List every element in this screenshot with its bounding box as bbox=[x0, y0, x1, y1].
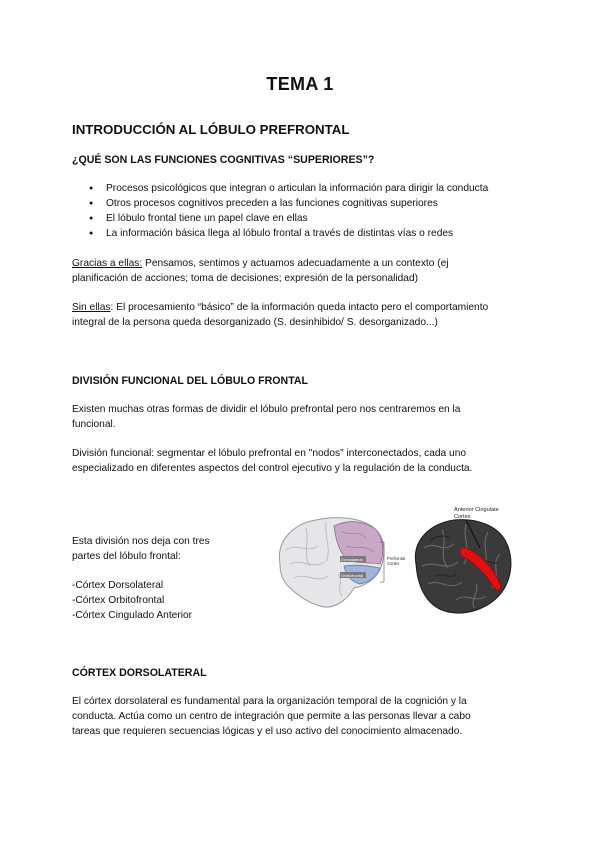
parts-intro bbox=[72, 534, 262, 564]
orbitofrontal-label: Orbitofrontal bbox=[341, 572, 364, 578]
gracias-label: Gracias a ellas: bbox=[72, 258, 143, 269]
division-p1-line-1: Existen muchas otras formas de dividir el lóbulo prefrontal pero nos centraremos en la bbox=[72, 404, 461, 415]
prefrontal-label-2: Cortex bbox=[387, 561, 400, 566]
bullet-list bbox=[72, 181, 488, 241]
list-item: -Córtex Dorsolateral bbox=[72, 580, 164, 591]
list-item: ● El lóbulo frontal tiene un papel clave en ellas bbox=[72, 211, 488, 226]
section-heading-division: DIVISIÓN FUNCIONAL DEL LÓBULO FRONTAL bbox=[72, 375, 308, 387]
list-item: ● Procesos psicológicos que integran o articulan la información para dirigir la conducta bbox=[72, 181, 488, 196]
list-item: -Córtex Cingulado Anterior bbox=[72, 610, 193, 621]
section-heading-intro: INTRODUCCIÓN AL LÓBULO PREFRONTAL bbox=[72, 122, 350, 137]
division-paragraph-2 bbox=[72, 446, 532, 476]
list-item: ● La información básica llega al lóbulo frontal a través de distintas vías o redes bbox=[72, 226, 488, 241]
dorsolateral-line-2: conducta. Actúa como un centro de integración que permite a las personas llevar a cabo bbox=[72, 711, 471, 722]
page-title: TEMA 1 bbox=[266, 74, 334, 94]
parts-list bbox=[72, 578, 262, 623]
division-p1-line-2: funcional. bbox=[72, 419, 116, 430]
prefrontal-label-1: Prefrontal bbox=[387, 556, 406, 561]
anterior-cingulate-label-1: Anterior Cingulate bbox=[454, 507, 499, 513]
dorsolateral-line-3: tareas que requieren secuencias lógicas y el uso activo del conocimiento almacenado. bbox=[72, 726, 463, 737]
question-heading: ¿QUÉ SON LAS FUNCIONES COGNITIVAS “SUPERIORES”? bbox=[72, 154, 375, 166]
sin-text-1: : El procesamiento “básico” de la información queda intacto pero el comportamiento bbox=[110, 302, 489, 313]
list-item: -Córtex Orbitofrontal bbox=[72, 595, 165, 606]
anterior-cingulate-label-2: Cortex bbox=[454, 514, 471, 520]
list-item: ● Otros procesos cognitivos preceden a las funciones cognitivas superiores bbox=[72, 196, 488, 211]
dorsolateral-line-1: El córtex dorsolateral es fundamental para la organización temporal de la cognición y la bbox=[72, 696, 467, 707]
dorsolateral-label: Dorsolateral bbox=[341, 556, 363, 562]
section-heading-dorsolateral: CÓRTEX DORSOLATERAL bbox=[72, 667, 207, 679]
sin-text-2: integral de la persona queda desorganizado (S. desinhibido/ S. desorganizado...) bbox=[72, 317, 438, 328]
parts-intro-line-1: Esta división nos deja con tres bbox=[72, 536, 210, 547]
parts-intro-line-2: partes del lóbulo frontal: bbox=[72, 551, 181, 562]
sin-label: Sin ellas bbox=[72, 302, 111, 313]
sin-paragraph bbox=[72, 300, 532, 330]
dorsolateral-paragraph bbox=[72, 694, 532, 739]
division-p2-line-2: especializado en diferentes aspectos del control ejecutivo y la regulación de la conducta. bbox=[72, 463, 473, 474]
gracias-text-2: planificación de acciones; toma de decisiones; expresión de la personalidad) bbox=[72, 273, 419, 284]
brain-figure bbox=[266, 502, 536, 622]
gracias-text-1: Pensamos, sentimos y actuamos adecuadamente a un contexto (ej bbox=[142, 258, 449, 269]
division-p2-line-1: División funcional: segmentar el lóbulo prefrontal en "nodos" interconectados, cada uno bbox=[72, 448, 467, 459]
gracias-paragraph bbox=[72, 256, 532, 286]
lateral-brain-image bbox=[279, 518, 405, 607]
division-paragraph-1 bbox=[72, 402, 532, 432]
medial-brain-image bbox=[415, 507, 511, 613]
